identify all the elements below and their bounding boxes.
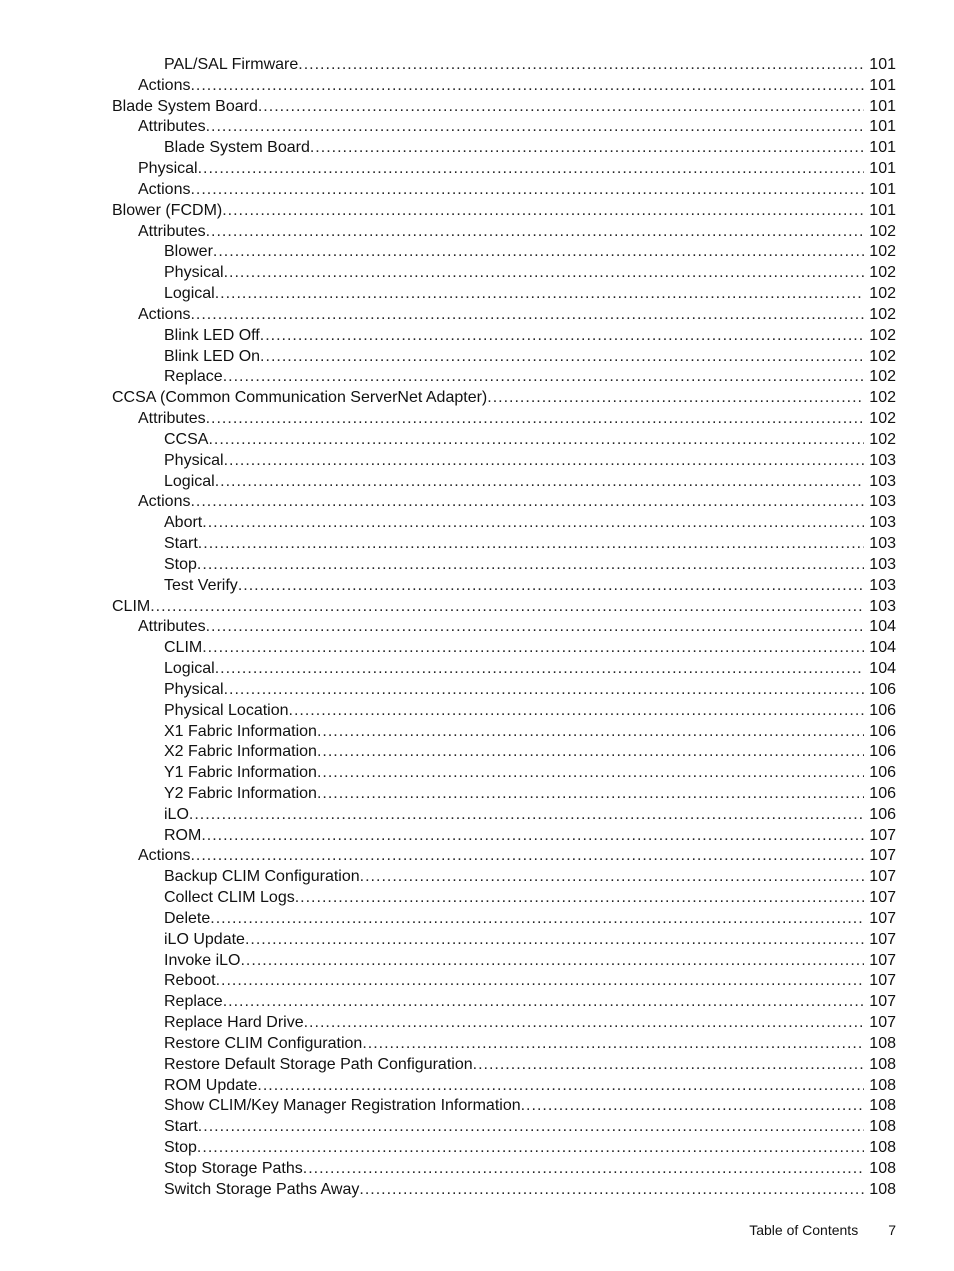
table-of-contents <box>112 55 896 1201</box>
dot-leader <box>190 492 864 513</box>
toc-entry[interactable] <box>112 1117 896 1138</box>
toc-entry-title: Physical Location <box>164 701 289 719</box>
toc-entry[interactable] <box>112 138 896 159</box>
toc-entry-title: Physical <box>164 451 224 469</box>
footer-page-number: 7 <box>888 1222 896 1238</box>
toc-entry-page: 103 <box>869 535 896 553</box>
toc-entry-title: PAL/SAL Firmware <box>164 56 299 73</box>
dot-leader <box>487 388 864 409</box>
toc-entry-page: 107 <box>869 868 896 886</box>
toc-entry-title: Switch Storage Paths Away <box>164 1180 360 1198</box>
dot-leader <box>473 1055 864 1076</box>
toc-entry-page: 102 <box>869 305 896 323</box>
toc-entry-page: 106 <box>869 743 896 761</box>
dot-leader <box>303 1159 864 1180</box>
dot-leader <box>317 763 864 784</box>
dot-leader <box>208 430 864 451</box>
dot-leader <box>197 1138 864 1159</box>
toc-entry-title: Backup CLIM Configuration <box>164 868 360 886</box>
toc-entry-title: Blink LED On <box>164 347 261 365</box>
toc-entry-title: Replace <box>164 368 223 386</box>
toc-entry-title: Y2 Fabric Information <box>164 784 317 802</box>
toc-entry[interactable] <box>112 909 896 930</box>
toc-entry[interactable] <box>112 534 896 555</box>
toc-entry-page: 103 <box>869 597 896 615</box>
toc-entry-page: 103 <box>869 451 896 469</box>
toc-entry-page: 103 <box>869 472 896 490</box>
toc-entry-title: Y1 Fabric Information <box>164 764 317 782</box>
toc-entry-page: 101 <box>869 56 896 73</box>
toc-entry-page: 108 <box>869 1139 896 1157</box>
toc-entry[interactable] <box>112 617 896 638</box>
toc-entry-title: Physical <box>138 160 198 178</box>
toc-entry-title: Attributes <box>138 222 206 240</box>
toc-entry[interactable] <box>112 930 896 951</box>
toc-entry[interactable] <box>112 326 896 347</box>
toc-entry-title: Abort <box>164 514 203 532</box>
toc-entry[interactable] <box>112 201 896 222</box>
toc-entry[interactable] <box>112 388 896 409</box>
toc-entry[interactable] <box>112 659 896 680</box>
toc-entry-page: 107 <box>869 909 896 927</box>
toc-entry-title: Test Verify <box>164 576 238 594</box>
toc-entry-page: 106 <box>869 764 896 782</box>
toc-entry-title: CLIM <box>112 597 151 615</box>
dot-leader <box>206 617 864 638</box>
toc-entry-page: 106 <box>869 701 896 719</box>
toc-entry[interactable] <box>112 367 896 388</box>
toc-entry[interactable] <box>112 597 896 618</box>
toc-entry-title: Attributes <box>138 410 206 428</box>
dot-leader <box>298 55 864 76</box>
toc-entry[interactable] <box>112 55 896 76</box>
dot-leader <box>360 867 864 888</box>
toc-entry-page: 102 <box>869 285 896 303</box>
toc-entry-page: 107 <box>869 847 896 865</box>
toc-entry-title: Replace Hard Drive <box>164 1014 304 1032</box>
dot-leader <box>521 1096 864 1117</box>
toc-entry-page: 103 <box>869 493 896 511</box>
toc-entry[interactable] <box>112 242 896 263</box>
dot-leader <box>201 826 864 847</box>
toc-entry-page: 101 <box>869 118 896 136</box>
dot-leader <box>189 805 864 826</box>
toc-entry-title: Logical <box>164 472 215 490</box>
footer-label: Table of Contents <box>749 1222 859 1238</box>
toc-entry-page: 102 <box>869 430 896 448</box>
toc-entry[interactable] <box>112 888 896 909</box>
toc-entry-title: Physical <box>164 680 224 698</box>
dot-leader <box>224 680 864 701</box>
dot-leader <box>304 1013 864 1034</box>
toc-entry-page: 107 <box>869 889 896 907</box>
toc-entry-title: Actions <box>138 305 191 323</box>
dot-leader <box>190 76 864 97</box>
toc-entry-title: X1 Fabric Information <box>164 722 317 740</box>
toc-entry-page: 103 <box>869 514 896 532</box>
dot-leader <box>310 138 864 159</box>
toc-entry-title: Restore Default Storage Path Configuration <box>164 1055 473 1073</box>
toc-entry[interactable] <box>112 763 896 784</box>
toc-entry-title: Attributes <box>138 618 206 636</box>
toc-entry[interactable] <box>112 159 896 180</box>
dot-leader <box>317 722 864 743</box>
dot-leader <box>224 263 864 284</box>
dot-leader <box>215 472 864 493</box>
toc-entry[interactable] <box>112 826 896 847</box>
toc-entry-title: Reboot <box>164 972 216 990</box>
toc-entry-page: 108 <box>869 1055 896 1073</box>
dot-leader <box>216 971 864 992</box>
toc-entry-title: Blower (FCDM) <box>112 201 223 219</box>
toc-entry[interactable] <box>112 722 896 743</box>
toc-entry-page: 108 <box>869 1097 896 1115</box>
dot-leader <box>198 159 864 180</box>
toc-entry-title: CLIM <box>164 639 203 657</box>
toc-entry[interactable] <box>112 222 896 243</box>
toc-entry-title: Blink LED Off <box>164 326 260 344</box>
toc-entry[interactable] <box>112 263 896 284</box>
toc-entry[interactable] <box>112 638 896 659</box>
dot-leader <box>295 888 864 909</box>
toc-entry[interactable] <box>112 451 896 472</box>
dot-leader <box>260 347 864 368</box>
dot-leader <box>202 513 864 534</box>
toc-entry-page: 103 <box>869 576 896 594</box>
dot-leader <box>202 638 864 659</box>
toc-entry-page: 101 <box>869 180 896 198</box>
toc-entry-title: Show CLIM/Key Manager Registration Information <box>164 1097 521 1115</box>
toc-entry-page: 106 <box>869 722 896 740</box>
toc-entry-page: 108 <box>869 1118 896 1136</box>
toc-entry-page: 107 <box>869 1014 896 1032</box>
toc-entry[interactable] <box>112 555 896 576</box>
toc-entry-page: 108 <box>869 1159 896 1177</box>
toc-entry-page: 103 <box>869 555 896 573</box>
toc-entry-title: iLO <box>164 805 189 823</box>
toc-entry-title: Logical <box>164 285 215 303</box>
toc-entry-page: 107 <box>869 951 896 969</box>
dot-leader <box>223 367 864 388</box>
toc-entry-title: Delete <box>164 909 211 927</box>
toc-entry[interactable] <box>112 576 896 597</box>
dot-leader <box>257 1076 864 1097</box>
dot-leader <box>190 305 864 326</box>
toc-entry[interactable] <box>112 472 896 493</box>
toc-entry[interactable] <box>112 1180 896 1201</box>
toc-entry-title: Restore CLIM Configuration <box>164 1034 363 1052</box>
toc-entry-page: 102 <box>869 243 896 261</box>
dot-leader <box>206 222 864 243</box>
toc-entry-title: ROM Update <box>164 1076 258 1094</box>
toc-entry-title: Logical <box>164 660 215 678</box>
toc-entry-title: CCSA (Common Communication ServerNet Adapter) <box>112 389 488 407</box>
toc-entry-page: 108 <box>869 1180 896 1198</box>
toc-entry-page: 106 <box>869 784 896 802</box>
toc-entry-title: Actions <box>138 847 191 865</box>
toc-entry-title: Start <box>164 535 198 553</box>
dot-leader <box>258 97 864 118</box>
toc-entry-page: 102 <box>869 347 896 365</box>
toc-entry-page: 107 <box>869 993 896 1011</box>
toc-entry-title: Collect CLIM Logs <box>164 889 295 907</box>
toc-entry-title: Start <box>164 1118 198 1136</box>
toc-entry[interactable] <box>112 430 896 451</box>
toc-entry[interactable] <box>112 1076 896 1097</box>
toc-entry-title: Stop <box>164 1139 197 1157</box>
toc-entry[interactable] <box>112 971 896 992</box>
dot-leader <box>198 534 864 555</box>
toc-entry[interactable] <box>112 992 896 1013</box>
toc-entry[interactable] <box>112 701 896 722</box>
toc-entry-title: X2 Fabric Information <box>164 743 317 761</box>
toc-entry-page: 102 <box>869 222 896 240</box>
toc-entry-page: 108 <box>869 1034 896 1052</box>
toc-entry-page: 104 <box>869 618 896 636</box>
toc-entry-title: Attributes <box>138 118 206 136</box>
toc-entry-page: 106 <box>869 680 896 698</box>
toc-entry-page: 101 <box>869 139 896 157</box>
toc-entry[interactable] <box>112 492 896 513</box>
dot-leader <box>224 451 864 472</box>
dot-leader <box>206 409 864 430</box>
toc-entry-page: 104 <box>869 639 896 657</box>
toc-entry[interactable] <box>112 1138 896 1159</box>
toc-entry[interactable] <box>112 805 896 826</box>
dot-leader <box>222 201 864 222</box>
dot-leader <box>317 742 864 763</box>
toc-entry[interactable] <box>112 1096 896 1117</box>
toc-entry-title: Replace <box>164 993 223 1011</box>
toc-entry-page: 102 <box>869 389 896 407</box>
dot-leader <box>362 1034 864 1055</box>
dot-leader <box>260 326 864 347</box>
toc-entry[interactable] <box>112 347 896 368</box>
dot-leader <box>289 701 864 722</box>
toc-entry[interactable] <box>112 742 896 763</box>
toc-entry-page: 101 <box>869 97 896 115</box>
dot-leader <box>359 1180 864 1201</box>
page-footer <box>749 1222 896 1238</box>
toc-entry[interactable] <box>112 117 896 138</box>
toc-entry-title: Blade System Board <box>164 139 310 157</box>
toc-entry[interactable] <box>112 1034 896 1055</box>
dot-leader <box>240 951 864 972</box>
toc-entry-title: Actions <box>138 76 191 94</box>
toc-entry[interactable] <box>112 76 896 97</box>
toc-entry[interactable] <box>112 784 896 805</box>
toc-entry[interactable] <box>112 846 896 867</box>
toc-entry-page: 107 <box>869 972 896 990</box>
toc-entry[interactable] <box>112 284 896 305</box>
dot-leader <box>223 992 864 1013</box>
dot-leader <box>210 909 864 930</box>
toc-entry[interactable] <box>112 680 896 701</box>
dot-leader <box>213 242 864 263</box>
toc-entry-title: Physical <box>164 264 224 282</box>
toc-entry-title: Blower <box>164 243 213 261</box>
toc-entry-page: 108 <box>869 1076 896 1094</box>
toc-entry-page: 107 <box>869 826 896 844</box>
toc-entry-page: 101 <box>869 76 896 94</box>
dot-leader <box>245 930 864 951</box>
dot-leader <box>198 1117 864 1138</box>
toc-entry-title: Blade System Board <box>112 97 258 115</box>
toc-entry[interactable] <box>112 305 896 326</box>
toc-entry[interactable] <box>112 97 896 118</box>
toc-entry[interactable] <box>112 1159 896 1180</box>
toc-entry-title: iLO Update <box>164 930 245 948</box>
dot-leader <box>238 576 864 597</box>
toc-entry[interactable] <box>112 1055 896 1076</box>
toc-entry[interactable] <box>112 513 896 534</box>
toc-entry-title: Actions <box>138 180 191 198</box>
toc-entry-page: 104 <box>869 660 896 678</box>
toc-entry-page: 102 <box>869 410 896 428</box>
dot-leader <box>206 117 864 138</box>
dot-leader <box>197 555 864 576</box>
toc-entry-page: 102 <box>869 264 896 282</box>
toc-entry-page: 101 <box>869 160 896 178</box>
toc-entry-title: ROM <box>164 826 202 844</box>
toc-entry-title: Stop Storage Paths <box>164 1159 303 1177</box>
dot-leader <box>190 846 864 867</box>
toc-entry[interactable] <box>112 1013 896 1034</box>
toc-entry-title: Stop <box>164 555 197 573</box>
toc-entry-page: 102 <box>869 368 896 386</box>
dot-leader <box>215 284 864 305</box>
toc-entry[interactable] <box>112 180 896 201</box>
toc-entry-page: 107 <box>869 930 896 948</box>
toc-entry-page: 106 <box>869 805 896 823</box>
toc-entry[interactable] <box>112 951 896 972</box>
toc-entry[interactable] <box>112 409 896 430</box>
toc-entry-page: 101 <box>869 201 896 219</box>
toc-entry-title: CCSA <box>164 430 209 448</box>
toc-entry[interactable] <box>112 867 896 888</box>
toc-entry-title: Invoke iLO <box>164 951 241 969</box>
dot-leader <box>317 784 864 805</box>
dot-leader <box>215 659 864 680</box>
dot-leader <box>190 180 864 201</box>
dot-leader <box>150 597 864 618</box>
toc-entry-page: 102 <box>869 326 896 344</box>
toc-entry-title: Actions <box>138 493 191 511</box>
